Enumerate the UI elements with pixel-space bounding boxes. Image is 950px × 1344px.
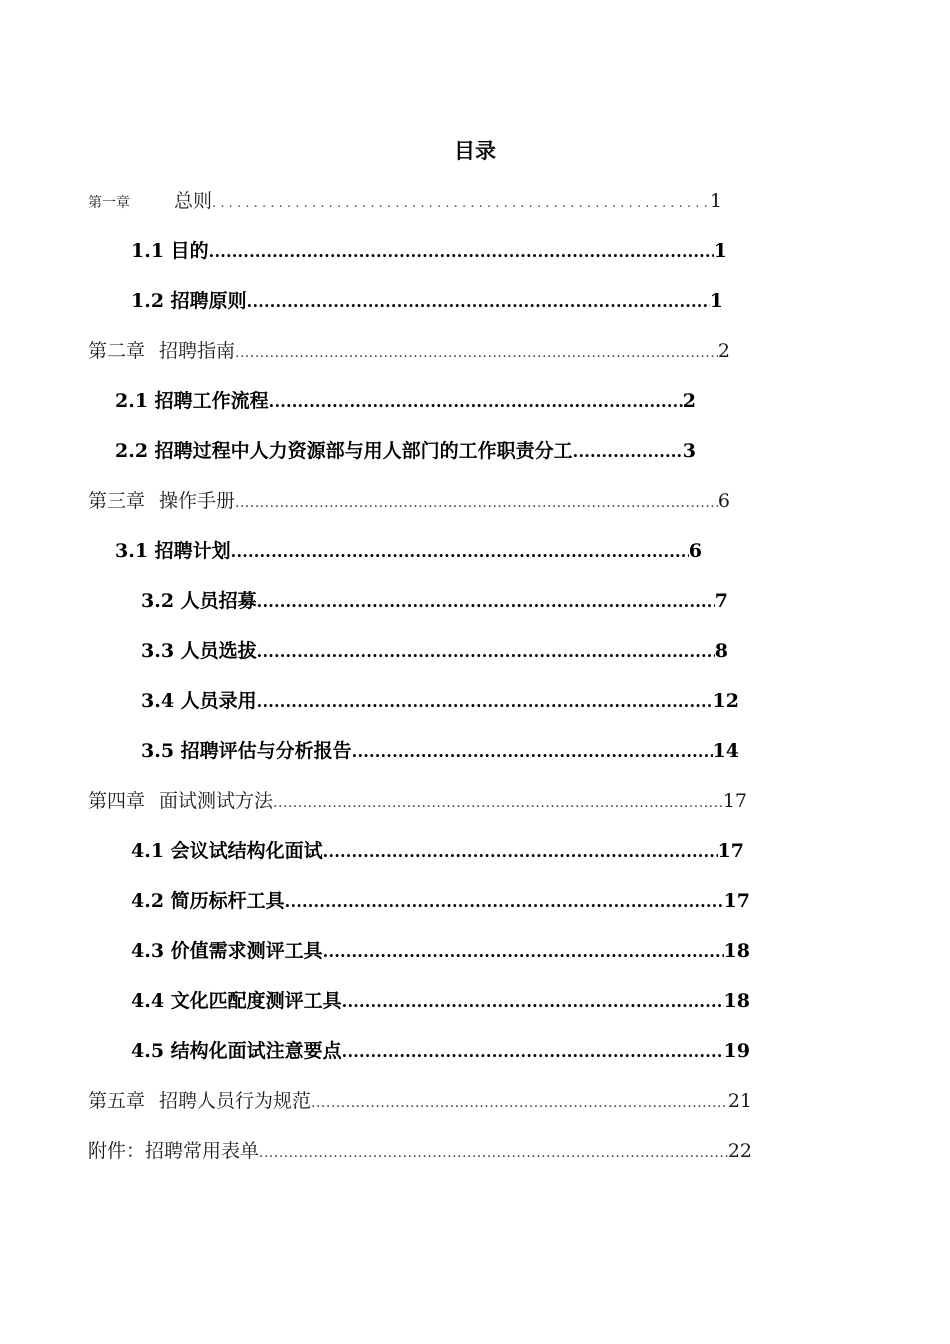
page-number: 18 bbox=[723, 990, 750, 1012]
dot-leader bbox=[257, 687, 713, 717]
toc-entry-3-3[interactable] bbox=[141, 636, 728, 666]
toc-entry-chapter-3[interactable] bbox=[88, 486, 730, 516]
dot-leader bbox=[235, 488, 718, 518]
page-number: 22 bbox=[727, 1140, 752, 1162]
toc-entry-appendix[interactable] bbox=[88, 1136, 752, 1166]
dot-leader bbox=[273, 788, 723, 818]
entry-text: 3.4 人员录用 bbox=[141, 690, 257, 712]
entry-text: 3.1 招聘计划 bbox=[115, 540, 231, 562]
toc-entry-3-2[interactable] bbox=[141, 586, 728, 616]
entry-text: 2.2 招聘过程中人力资源部与用人部门的工作职责分工 bbox=[115, 440, 573, 462]
chapter-number: 第五章 bbox=[88, 1090, 146, 1112]
dot-leader bbox=[342, 1037, 724, 1067]
page-number: 2 bbox=[682, 390, 696, 412]
toc-entry-1-2[interactable] bbox=[131, 286, 723, 316]
dot-leader bbox=[323, 837, 718, 867]
chapter-number: 第一章 bbox=[88, 195, 130, 211]
dot-leader bbox=[235, 338, 718, 368]
entry-text: 总则 bbox=[174, 190, 213, 212]
dot-leader bbox=[311, 1088, 728, 1118]
toc-entry-4-4[interactable] bbox=[131, 986, 750, 1016]
entry-text: 招聘指南 bbox=[159, 340, 236, 362]
entry-text: 2.1 招聘工作流程 bbox=[115, 390, 269, 412]
toc-entry-chapter-1[interactable] bbox=[88, 186, 722, 216]
page-number: 3 bbox=[682, 440, 696, 462]
entry-text: 3.2 人员招募 bbox=[141, 590, 257, 612]
chapter-number: 第四章 bbox=[88, 790, 146, 812]
toc-entry-3-4[interactable] bbox=[141, 686, 739, 716]
toc-entry-2-1[interactable] bbox=[115, 386, 696, 416]
page-number: 2 bbox=[717, 340, 730, 362]
entry-text: 操作手册 bbox=[159, 490, 236, 512]
toc-title: 目录 bbox=[454, 138, 496, 163]
entry-text: 招聘人员行为规范 bbox=[159, 1090, 312, 1112]
entry-text: 附件：招聘常用表单 bbox=[88, 1140, 260, 1162]
dot-leader bbox=[257, 637, 715, 667]
toc-entry-chapter-5[interactable] bbox=[88, 1086, 752, 1116]
page-number: 1 bbox=[709, 290, 723, 312]
chapter-number: 第二章 bbox=[88, 340, 146, 362]
entry-text: 4.2 简历标杆工具 bbox=[131, 890, 285, 912]
toc-entry-4-3[interactable] bbox=[131, 936, 750, 966]
toc-entry-2-2[interactable] bbox=[115, 436, 696, 466]
page-number: 6 bbox=[717, 490, 730, 512]
page-number: 17 bbox=[722, 790, 747, 812]
dot-leader bbox=[323, 937, 724, 967]
dot-leader bbox=[212, 189, 710, 219]
toc-entry-chapter-4[interactable] bbox=[88, 786, 747, 816]
entry-text: 4.5 结构化面试注意要点 bbox=[131, 1040, 342, 1062]
dot-leader bbox=[259, 1138, 728, 1168]
page-number: 19 bbox=[723, 1040, 750, 1062]
page-number: 7 bbox=[714, 590, 728, 612]
page-number: 12 bbox=[712, 690, 739, 712]
page-number: 21 bbox=[727, 1090, 752, 1112]
page-number: 6 bbox=[688, 540, 702, 562]
entry-text: 4.3 价值需求测评工具 bbox=[131, 940, 323, 962]
entry-text: 1.2 招聘原则 bbox=[131, 290, 247, 312]
chapter-number: 第三章 bbox=[88, 490, 146, 512]
page-number: 17 bbox=[717, 840, 744, 862]
dot-leader bbox=[209, 237, 714, 267]
toc-entry-4-2[interactable] bbox=[131, 886, 750, 916]
toc-entry-1-1[interactable] bbox=[131, 236, 727, 266]
page-number: 18 bbox=[723, 940, 750, 962]
dot-leader bbox=[257, 587, 715, 617]
dot-leader bbox=[342, 987, 724, 1017]
toc-entry-4-5[interactable] bbox=[131, 1036, 750, 1066]
toc-entry-3-5[interactable] bbox=[141, 736, 739, 766]
entry-text: 3.3 人员选拔 bbox=[141, 640, 257, 662]
toc-entry-3-1[interactable] bbox=[115, 536, 702, 566]
dot-leader bbox=[352, 737, 713, 767]
page-number: 1 bbox=[713, 240, 727, 262]
entry-text: 3.5 招聘评估与分析报告 bbox=[141, 740, 352, 762]
entry-text: 1.1 目的 bbox=[131, 240, 209, 262]
entry-text: 4.1 会议试结构化面试 bbox=[131, 840, 323, 862]
dot-leader bbox=[247, 287, 710, 317]
toc-entry-chapter-2[interactable] bbox=[88, 336, 730, 366]
page-number: 14 bbox=[712, 740, 739, 762]
page-number: 1 bbox=[709, 190, 722, 212]
entry-text: 面试测试方法 bbox=[159, 790, 274, 812]
page-number: 17 bbox=[723, 890, 750, 912]
dot-leader bbox=[269, 387, 683, 417]
entry-text: 4.4 文化匹配度测评工具 bbox=[131, 990, 342, 1012]
dot-leader bbox=[573, 437, 683, 467]
dot-leader bbox=[231, 537, 689, 567]
toc-entry-4-1[interactable] bbox=[131, 836, 744, 866]
dot-leader bbox=[285, 887, 724, 917]
page-number: 8 bbox=[714, 640, 728, 662]
